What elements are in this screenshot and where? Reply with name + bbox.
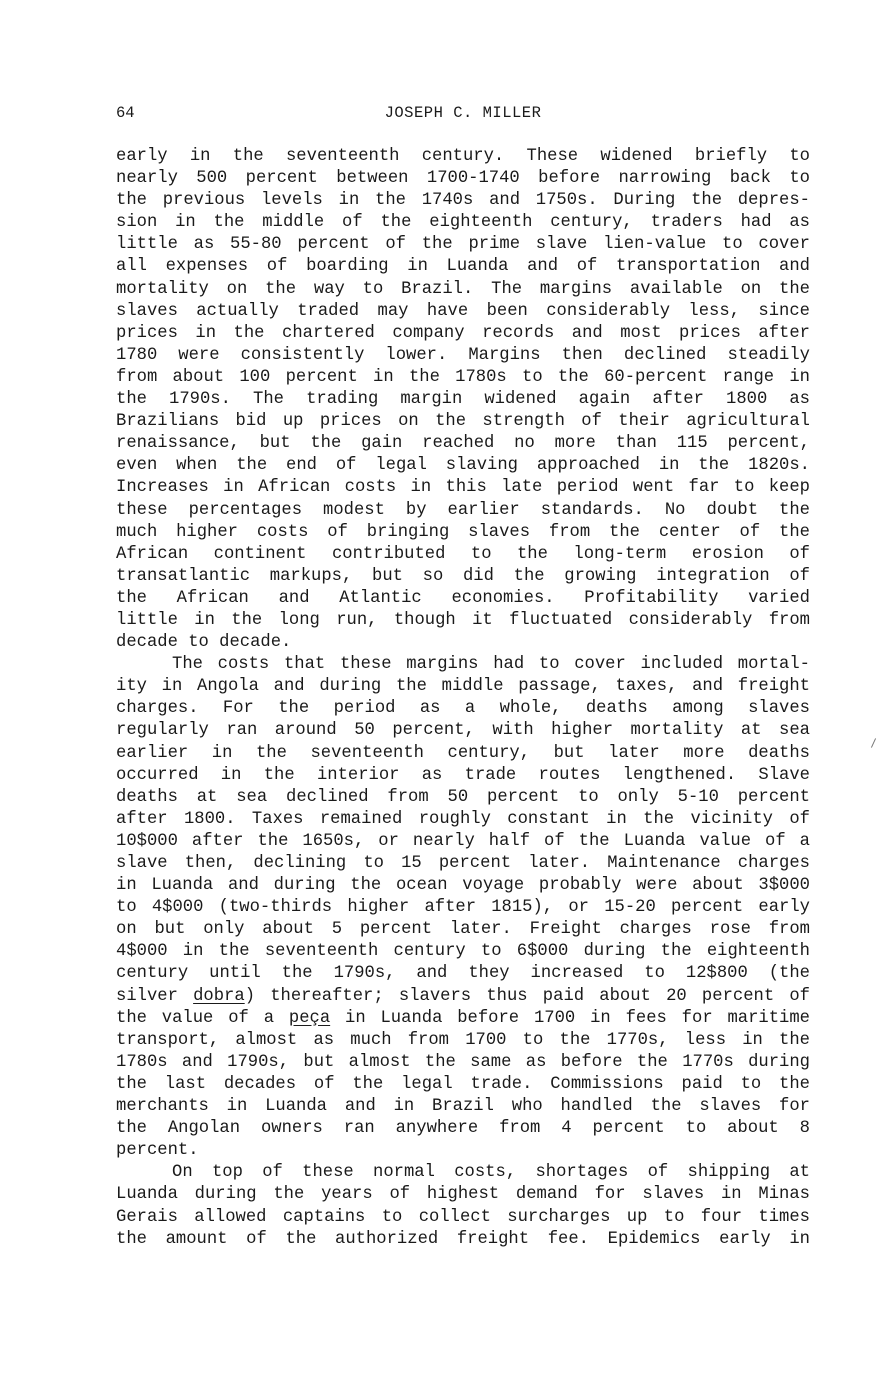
text-line: 4$000 in the seventeenth century to 6$000 during the eighteenth	[116, 942, 810, 962]
text-line: The costs that these margins had to cover included mortal-	[172, 655, 810, 675]
text-line: little in the long run, though it fluctuated considerably from	[116, 610, 810, 630]
text-line: charges. For the period as a whole, deaths among slaves	[116, 699, 810, 719]
text-line: transatlantic markups, but so did the growing integration of	[116, 566, 810, 586]
text-line: decade to decade.	[116, 633, 292, 653]
text-line: 10$000 after the 1650s, or nearly half of the Luanda value of a	[116, 831, 810, 851]
text-line: earlier in the seventeenth century, but later more deaths	[116, 743, 810, 763]
text-line: the previous levels in the 1740s and 1750s. During the depres-	[116, 191, 810, 211]
paragraph	[116, 146, 810, 654]
text-line: deaths at sea declined from 50 percent to only 5-10 percent	[116, 787, 810, 807]
page-header	[116, 104, 810, 126]
text-line: prices in the chartered company records and most prices after	[116, 323, 810, 343]
page-number: 64	[116, 104, 135, 122]
text-line: occurred in the interior as trade routes lengthened. Slave	[116, 765, 810, 785]
text-line: the Angolan owners ran anywhere from 4 percent to about 8	[116, 1119, 810, 1139]
text-line: transport, almost as much from 1700 to the 1770s, less in the	[116, 1030, 810, 1050]
text-line: after 1800. Taxes remained roughly constant in the vicinity of	[116, 809, 810, 829]
text-line: century until the 1790s, and they increased to 12$800 (the	[116, 964, 810, 984]
text-line: renaissance, but the gain reached no more than 115 percent,	[116, 434, 810, 454]
text-line: slaves actually traded may have been considerably less, since	[116, 301, 810, 321]
text-line: all expenses of boarding in Luanda and of transportation and	[116, 257, 810, 277]
text-line: the African and Atlantic economies. Profitability varied	[116, 588, 810, 608]
text-line: mortality on the way to Brazil. The margins available on the	[116, 279, 810, 299]
text-line: the last decades of the legal trade. Commissions paid to the	[116, 1074, 810, 1094]
text-line: merchants in Luanda and in Brazil who handled the slaves for	[116, 1097, 810, 1117]
paragraph	[116, 1162, 810, 1250]
text-line: slave then, declining to 15 percent later. Maintenance charges	[116, 854, 810, 873]
text-line: the amount of the authorized freight fee. Epidemics early in	[116, 1229, 810, 1249]
text-line: Gerais allowed captains to collect surcharges up to four times	[116, 1207, 810, 1227]
text-line: silver dobra) thereafter; slavers thus paid about 20 percent of	[116, 986, 810, 1006]
text-line: the value of a peça in Luanda before 1700 in fees for maritime	[116, 1008, 810, 1028]
text-line: sion in the middle of the eighteenth century, traders had as	[116, 213, 810, 233]
text-line: nearly 500 percent between 1700-1740 before narrowing back to	[116, 169, 810, 189]
text-line: 1780 were consistently lower. Margins then declined steadily	[116, 345, 810, 365]
text-line: from about 100 percent in the 1780s to the 60-percent range in	[116, 367, 810, 387]
running-head: JOSEPH C. MILLER	[384, 104, 542, 122]
text-line: early in the seventeenth century. These widened briefly to	[116, 147, 810, 166]
text-line: on but only about 5 percent later. Freight charges rose from	[116, 920, 810, 940]
paragraph	[116, 654, 810, 1162]
text-line: Luanda during the years of highest demand for slaves in Minas	[116, 1185, 810, 1205]
text-line: African continent contributed to the long-term erosion of	[116, 544, 810, 564]
text-line: much higher costs of bringing slaves from the center of the	[116, 522, 810, 542]
text-line: these percentages modest by earlier standards. No doubt the	[116, 500, 810, 520]
text-line: to 4$000 (two-thirds higher after 1815), or 15-20 percent early	[116, 898, 810, 918]
stray-pen-mark	[871, 738, 876, 747]
text-line: Increases in African costs in this late period went far to keep	[116, 478, 810, 498]
text-line: even when the end of legal slaving approached in the 1820s.	[116, 456, 810, 476]
text-line: in Luanda and during the ocean voyage probably were about 3$000	[116, 876, 810, 896]
text-line: 1780s and 1790s, but almost the same as before the 1770s during	[116, 1052, 810, 1072]
text-line: ity in Angola and during the middle passage, taxes, and freight	[116, 677, 810, 697]
body-text	[116, 146, 810, 1251]
text-line: Brazilians bid up prices on the strength of their agricultural	[116, 412, 810, 432]
text-line: the 1790s. The trading margin widened again after 1800 as	[116, 390, 810, 410]
text-line: On top of these normal costs, shortages of shipping at	[172, 1163, 810, 1183]
text-line: percent.	[116, 1141, 199, 1161]
text-line: regularly ran around 50 percent, with higher mortality at sea	[116, 721, 810, 741]
text-line: little as 55-80 percent of the prime slave lien-value to cover	[116, 235, 810, 255]
